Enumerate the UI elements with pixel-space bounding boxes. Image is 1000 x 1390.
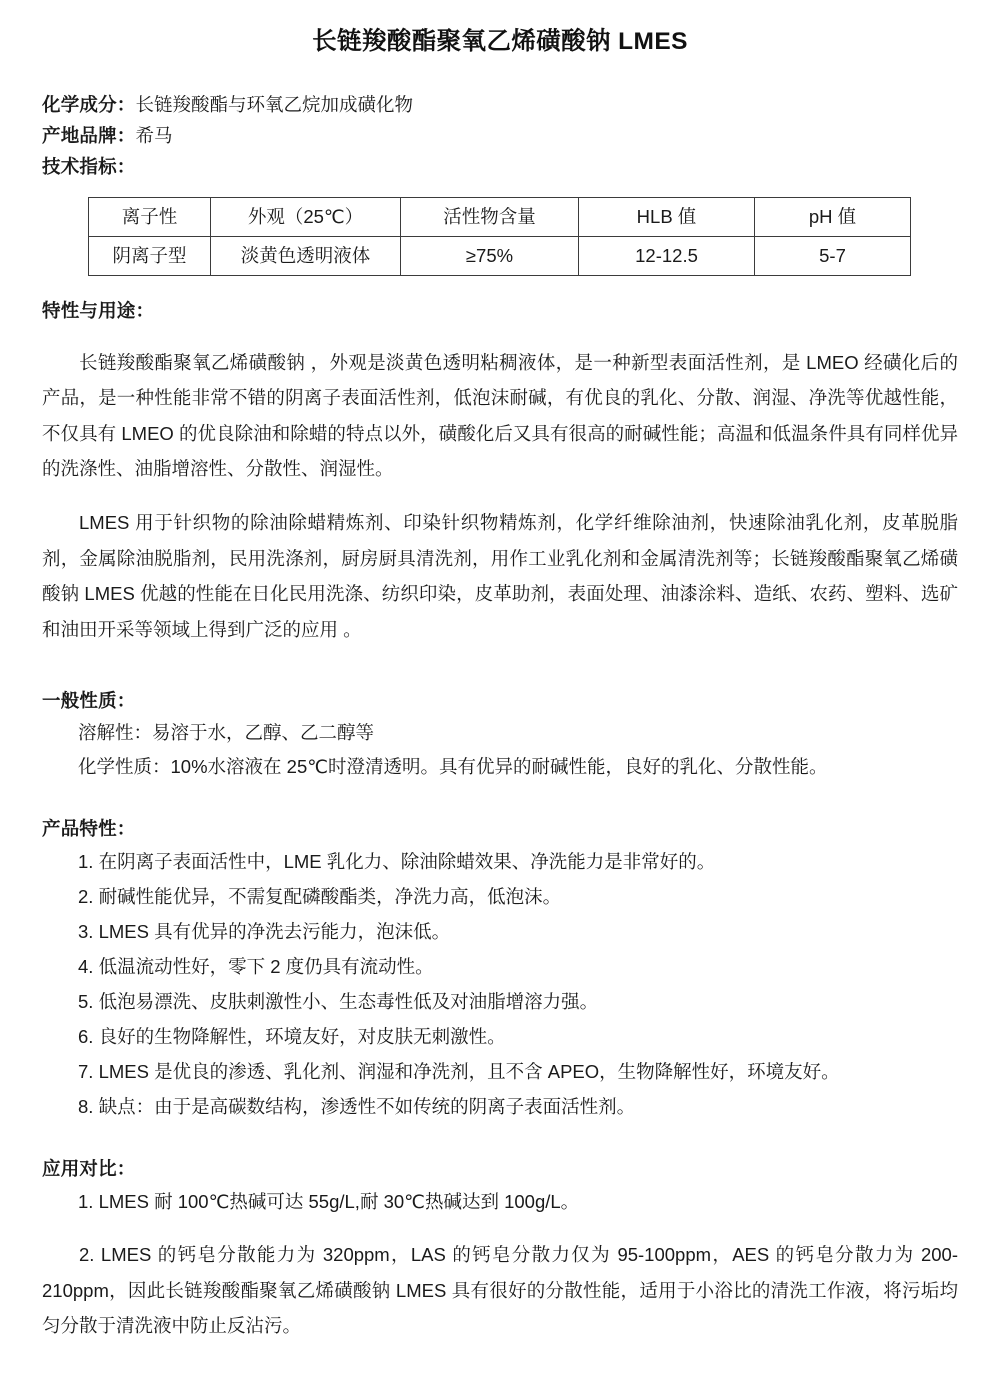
meta-label-composition: 化学成分： (42, 94, 136, 116)
meta-row-specs (42, 151, 1000, 182)
table-row (89, 237, 911, 276)
table-header-cell-active-content: 活性物含量 (401, 198, 579, 237)
meta-value-composition: 长链羧酸酯与环氧乙烷加成磺化物 (135, 94, 414, 116)
meta-label-brand: 产地品牌： (42, 125, 136, 147)
paragraph-applications: LMES 用于针织物的除油除蜡精炼剂、印染针织物精炼剂，化学纤维除油剂，快速除油乳化剂，皮革脱脂剂，金属除油脱脂剂，民用洗涤剂，厨房厨具清洗剂，用作工业乳化剂和金属清洗剂等；长链羧酸酯聚氧乙烯磺酸钠 LMES 优越的性能在日化民用洗涤、纺织印染，皮革助剂，表面处理、油漆涂料、造纸、农药、塑料、选矿和油田开采等领域上得到广泛的应用 。 (42, 512, 958, 640)
product-meta-block (0, 89, 1000, 182)
table-header-cell-appearance: 外观（25℃） (211, 198, 401, 237)
table-cell-appearance: 淡黄色透明液体 (211, 237, 401, 276)
section-heading-features-uses: 特性与用途： (42, 300, 155, 322)
table-header-cell-hlb: HLB 值 (579, 198, 755, 237)
list-item: 8. 缺点：由于是高碳数结构，渗透性不如传统的阴离子表面活性剂。 (78, 1095, 636, 1117)
table-header-row (89, 198, 911, 237)
meta-row-brand (42, 120, 1000, 151)
property-line-chemical: 化学性质：10%水溶液在 25℃时澄清透明。具有优异的耐碱性能，良好的乳化、分散性能。 (78, 755, 828, 777)
section-heading-general-properties: 一般性质： (42, 689, 136, 711)
spec-table (88, 197, 911, 276)
table-cell-ionic-type: 阴离子型 (89, 237, 211, 276)
list-item: 4. 低温流动性好，零下 2 度仍具有流动性。 (78, 955, 434, 977)
property-line-solubility: 溶解性：易溶于水，乙醇、乙二醇等 (78, 721, 375, 743)
spec-table-container (0, 197, 1000, 276)
meta-row-composition (42, 89, 1000, 120)
table-cell-active-content: ≥75% (401, 237, 579, 276)
table-header-cell-ionic-type: 离子性 (89, 198, 211, 237)
list-item: 5. 低泡易漂洗、皮肤刺激性小、生态毒性低及对油脂增溶力强。 (78, 990, 599, 1012)
list-item: 2. 耐碱性能优异，不需复配磷酸酯类，净洗力高，低泡沫。 (78, 885, 562, 907)
table-cell-ph: 5-7 (755, 237, 911, 276)
list-item: 6. 良好的生物降解性，环境友好，对皮肤无刺激性。 (78, 1025, 506, 1047)
list-item: 7. LMES 是优良的渗透、乳化剂、润湿和净洗剂，且不含 APEO，生物降解性好，环境友好。 (78, 1060, 840, 1082)
paragraph-features-overview: 长链羧酸酯聚氧乙烯磺酸钠 ，外观是淡黄色透明粘稠液体，是一种新型表面活性剂，是 LMEO 经磺化后的产品，是一种性能非常不错的阴离子表面活性剂，低泡沫耐碱，有优良的乳化、分散、润湿、净洗等优越性能，不仅具有 LMEO 的优良除油和除蜡的特点以外，磺酸化后又具有很高的耐碱性能；高温和低温条件具有同样优异的洗涤性、油脂增溶性、分散性、润湿性。 (42, 351, 958, 480)
meta-label-specs: 技术指标： (42, 156, 136, 178)
meta-value-brand: 希马 (135, 125, 173, 147)
list-item: 1. LMES 耐 100℃热碱可达 55g/L,耐 30℃热碱达到 100g/L。 (78, 1190, 580, 1212)
table-cell-hlb: 12-12.5 (579, 237, 755, 276)
page-title: 长链羧酸酯聚氧乙烯磺酸钠 LMES (312, 28, 688, 55)
section-heading-application-comparison: 应用对比： (42, 1157, 136, 1179)
table-header-cell-ph: pH 值 (755, 198, 911, 237)
list-item: 2. LMES 的钙皂分散能力为 320ppm，LAS 的钙皂分散力仅为 95-100ppm，AES 的钙皂分散力为 200-210ppm，因此长链羧酸酯聚氧乙烯磺酸钠 LMES 具有很好的分散性能，适用于小浴比的清洗工作液，将污垢均匀分散于清洗液中防止反沾污。 (42, 1244, 958, 1337)
list-item: 1. 在阴离子表面活性中，LME 乳化力、除油除蜡效果、净洗能力是非常好的。 (78, 850, 716, 872)
list-item: 3. LMES 具有优异的净洗去污能力，泡沫低。 (78, 920, 451, 942)
section-heading-product-features: 产品特性： (42, 817, 136, 839)
